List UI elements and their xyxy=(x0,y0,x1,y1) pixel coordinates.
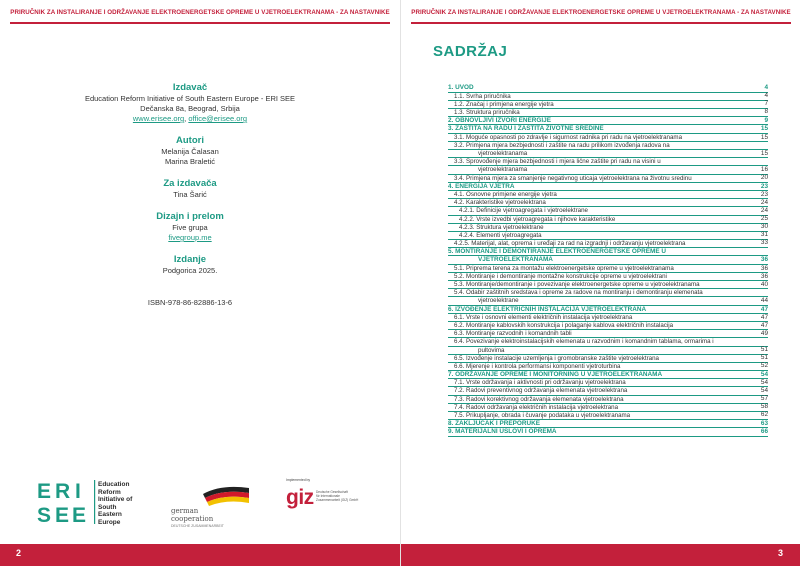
toc-entry-page: 57 xyxy=(760,395,768,403)
edition-heading: Izdanje xyxy=(173,254,207,265)
toc-entry[interactable] xyxy=(448,387,768,395)
toc-entry-title: 3. ZAŠTITA NA RADU I ZAŠTITA ŽIVOTNE SREDINE xyxy=(448,125,768,134)
toc-entry-page: 54 xyxy=(760,370,768,378)
toc-entry-page: 49 xyxy=(760,329,768,337)
design-name: Five grupa xyxy=(172,223,208,232)
giz-line: Zusammenarbeit (GIZ) GmbH xyxy=(316,498,359,502)
page-number: 2 xyxy=(16,548,22,558)
toc-entry-page: 24 xyxy=(760,198,768,206)
toc-entry-title: 2. OBNOVLJIVI IZVORI ENERGIJE xyxy=(448,117,768,126)
toc-entry[interactable] xyxy=(448,207,768,215)
footer-bar xyxy=(401,544,800,566)
gc-line: cooperation xyxy=(171,514,214,523)
toc-entry[interactable] xyxy=(448,363,768,371)
toc-entry-page: 40 xyxy=(760,280,768,288)
running-header: PRIRUČNIK ZA INSTALIRANJE I ODRŽAVANJE ELEKTROENERGETSKE OPREME U VJETROELEKTRANAMA - ZA NASTAVNIKE xyxy=(10,9,390,16)
toc-entry[interactable] xyxy=(448,109,768,117)
toc-entry-page: 4 xyxy=(764,84,768,91)
toc-entry-page: 66 xyxy=(760,428,768,436)
partner-logos xyxy=(36,478,366,528)
toc-chapter[interactable] xyxy=(448,428,768,437)
toc-entry-page: 15 xyxy=(760,133,768,141)
eri-letter: E xyxy=(37,480,52,503)
toc-entry-page: 9 xyxy=(764,116,768,124)
publisher-address: Dečanska 8a, Beograd, Srbija xyxy=(140,104,240,113)
toc-entry-title: 6.6. Mjerenje i kontrola performansi komponenti vjetroturbina xyxy=(448,363,768,371)
footer-bar xyxy=(0,544,400,566)
toc-entry-title: 5.4. Odabir zaštitnih sredstava i opreme za radove na montiranju i demontiranju elemenata xyxy=(448,289,768,297)
toc-entry-page: 7 xyxy=(764,100,768,108)
giz-logo: giz xyxy=(286,486,314,509)
toc-entry[interactable] xyxy=(448,347,768,355)
toc-entry-title: 4.1. Osnovne primjene energije vjetra xyxy=(448,191,768,199)
toc-chapter[interactable] xyxy=(448,306,768,315)
toc-entry-title: 4. ENERGIJA VJETRA xyxy=(448,183,768,192)
toc-entry-title: 7.4. Radovi održavanja električnih instalacija vjetroelektrana xyxy=(448,404,768,412)
colophon xyxy=(60,82,320,307)
toc-entry-title: 3.3. Sprovođenje mjera bezbjednosti i mjera lične zaštite pri radu na visini u xyxy=(448,158,768,166)
toc-entry-title: 6.5. Izvođenje instalacije uzemljenja i gromobranske zaštite vjetroelektrana xyxy=(448,355,768,363)
toc-entry[interactable] xyxy=(448,281,768,289)
toc-entry-page: 52 xyxy=(760,362,768,370)
toc-chapter[interactable] xyxy=(448,420,768,429)
toc-entry-page: 20 xyxy=(760,174,768,182)
toc-entry-page: 8 xyxy=(764,108,768,116)
toc-entry-title: 6.2. Montiranje kablovskih konstrukcija i polaganje kablova električnih instalacija xyxy=(448,322,768,330)
toc-entry[interactable] xyxy=(448,101,768,109)
toc-entry-title: 4.2. Karakteristike vjetroelektrana xyxy=(448,199,768,207)
toc-title: SADRŽAJ xyxy=(433,43,508,60)
giz-fullname xyxy=(316,490,371,502)
toc-entry-page: 23 xyxy=(760,190,768,198)
toc-entry-title: 6.1. Vrste i osnovni elementi električnih instalacija vjetroelektrana xyxy=(448,314,768,322)
publisher-contact-separator: , xyxy=(184,114,189,123)
toc-entry[interactable] xyxy=(448,134,768,142)
eri-wordmark-line: Europe xyxy=(98,518,121,526)
edition-block xyxy=(60,254,320,276)
toc-entry-page: 54 xyxy=(760,386,768,394)
toc-chapter[interactable] xyxy=(448,248,768,257)
see-letter: E xyxy=(55,504,70,526)
toc-entry-title: 3.2. Primjena mjera bezbjednosti i zaštite na radu prilikom izvođenja radova na xyxy=(448,142,768,150)
toc-entry-title: 5.2. Montiranje i demontiranje montažne konstrukcije opreme u vjetroelektrani xyxy=(448,273,768,281)
toc-entry-page: 47 xyxy=(760,321,768,329)
toc-entry-title: 4.2.1. Definicije vjetroagregata i vjetroelektrane xyxy=(448,207,768,215)
toc-entry[interactable] xyxy=(448,232,768,240)
toc-entry[interactable] xyxy=(448,216,768,224)
giz-line: für Internationale xyxy=(316,494,340,498)
toc-entry[interactable] xyxy=(448,297,768,305)
toc-entry-page: 47 xyxy=(760,313,768,321)
toc-entry-page: 15 xyxy=(760,149,768,157)
giz-implemented-by: Implemented by xyxy=(286,478,311,482)
german-cooperation-wordmark xyxy=(171,508,224,531)
page-footer xyxy=(401,544,800,566)
eri-letter: I xyxy=(75,480,81,503)
toc-entry-title: 3.1. Moguće opasnosti po zdravlje i sigurnost radnika pri radu na vjetroelektranama xyxy=(448,134,768,142)
eri-wordmark-line: South xyxy=(98,503,117,511)
publisher-contacts xyxy=(60,114,320,124)
toc-chapter[interactable] xyxy=(448,84,768,93)
toc-chapter[interactable] xyxy=(448,125,768,134)
toc-entry-page: 51 xyxy=(760,346,768,353)
toc-entry[interactable] xyxy=(448,240,768,248)
table-of-contents xyxy=(448,84,768,437)
giz-line: Deutsche Gesellschaft xyxy=(316,490,348,494)
toc-entry[interactable] xyxy=(448,224,768,232)
eri-wordmark-line: Reform xyxy=(98,488,121,496)
toc-entry-title: 1.1. Svrha priručnika xyxy=(448,93,768,101)
toc-entry-page: 36 xyxy=(760,272,768,280)
toc-entry-title: 5.1. Priprema terena za montažu elektroenergetske opreme u vjetroelektranama xyxy=(448,265,768,273)
publisher-block xyxy=(60,82,320,124)
right-page xyxy=(400,0,800,566)
toc-entry[interactable] xyxy=(448,150,768,158)
toc-entry-title: 1. UVOD xyxy=(448,84,768,93)
toc-entry-title: 9. MATERIJALNI USLOVI I OPREMA xyxy=(448,428,768,437)
page-number: 3 xyxy=(777,548,783,558)
toc-entry-title: 5.3. Montiranje/demontiranje i povezivanje elektroenergetske opreme u vjetroelektranama xyxy=(448,281,768,289)
toc-entry[interactable] xyxy=(448,396,768,404)
toc-entry-title: 5. MONTIRANJE I DEMONTIRANJE ELEKTROENERGETSKE OPREME U xyxy=(448,248,768,257)
toc-entry[interactable] xyxy=(448,314,768,322)
header-rule xyxy=(411,22,791,24)
toc-entry-title: 1.3. Struktura priručnika xyxy=(448,109,768,117)
see-letter: E xyxy=(72,504,87,526)
author-name: Marina Braletić xyxy=(164,157,216,166)
toc-entry-title: pultovima xyxy=(448,347,768,355)
eri-letter: R xyxy=(55,480,71,503)
toc-entry[interactable] xyxy=(448,338,768,346)
toc-entry-title: 6.3. Montiranje razvodnih i komandnih tabli xyxy=(448,330,768,338)
toc-entry[interactable] xyxy=(448,166,768,174)
publisher-heading: Izdavač xyxy=(172,82,208,93)
toc-entry[interactable] xyxy=(448,273,768,281)
toc-entry-page: 51 xyxy=(760,354,768,362)
design-block xyxy=(60,211,320,243)
toc-entry[interactable] xyxy=(448,158,768,166)
toc-entry-title: vjetroelektranama xyxy=(448,166,768,174)
toc-entry[interactable] xyxy=(448,412,768,420)
toc-entry-title: vjetroelektrane xyxy=(448,297,768,305)
eri-see-logo xyxy=(36,478,98,526)
toc-entry-title: 4.2.4. Elementi vjetroagregata xyxy=(448,232,768,240)
toc-entry-title: 7. ODRŽAVANJE OPREME I MONITORNING U VJETROELEKTRANAMA xyxy=(448,371,768,380)
toc-entry-title: 8. ZAKLJUČAK I PREPORUKE xyxy=(448,420,768,429)
toc-entry[interactable] xyxy=(448,199,768,207)
toc-entry[interactable] xyxy=(448,289,768,297)
toc-entry[interactable] xyxy=(448,191,768,199)
toc-entry-title: 6. IZVOĐENJE ELEKTRIČNIH INSTALACIJA VJETROELEKTRANA xyxy=(448,306,768,315)
design-web-link[interactable]: fivegroup.me xyxy=(168,233,212,242)
publisher-name: Education Reform Initiative of South Eastern Europe - ERI SEE xyxy=(84,94,296,103)
toc-chapter[interactable] xyxy=(448,183,768,192)
toc-entry-page: 54 xyxy=(760,378,768,386)
toc-entry[interactable] xyxy=(448,265,768,273)
publisher-web-link[interactable]: www.erisee.org xyxy=(132,114,185,123)
toc-entry-page: 44 xyxy=(760,296,768,304)
edition-place: Podgorica 2025. xyxy=(162,266,218,275)
toc-entry[interactable] xyxy=(448,142,768,150)
toc-entry[interactable] xyxy=(448,355,768,363)
toc-entry-page: 23 xyxy=(760,182,768,190)
eri-wordmark-line: Eastern xyxy=(98,511,122,519)
toc-entry-title: 6.4. Povezivanje elektroinstalacijskih elemenata u razvodnim i komandnim tablama, ormarima i xyxy=(448,338,768,346)
toc-entry-page: 36 xyxy=(760,264,768,272)
toc-entry-title: vjetroelektranama xyxy=(448,150,768,158)
toc-entry-page: 24 xyxy=(760,206,768,214)
toc-entry-page: 47 xyxy=(760,305,768,313)
for-publisher-heading: Za izdavača xyxy=(163,178,217,189)
toc-entry[interactable] xyxy=(448,404,768,412)
see-letter: S xyxy=(37,504,52,526)
toc-entry-title: 7.5. Prikupljanje, obrada i čuvanje podataka u vjetroelektranama xyxy=(448,412,768,420)
running-header: PRIRUČNIK ZA INSTALIRANJE I ODRŽAVANJE ELEKTROENERGETSKE OPREME U VJETROELEKTRANAMA - ZA NASTAVNIKE xyxy=(411,9,791,16)
author-name: Melanija Čalasan xyxy=(161,147,219,156)
toc-entry-title: 4.2.5. Materijal, alat, oprema i uređaji za rad na izgradnji i održavanju vjetroelektrana xyxy=(448,240,768,248)
isbn: ISBN-978-86-82886-13-6 xyxy=(147,298,233,307)
publisher-email-link[interactable]: office@erisee.org xyxy=(188,114,248,123)
eri-wordmark-line: Education xyxy=(98,481,130,488)
toc-entry-title: 4.2.3. Struktura vjetroelektrane xyxy=(448,224,768,232)
toc-entry-page: 33 xyxy=(760,239,768,247)
page-footer xyxy=(0,544,400,566)
toc-entry[interactable] xyxy=(448,322,768,330)
eri-see-wordmark xyxy=(98,481,132,527)
eri-wordmark-line: Initiative of xyxy=(98,496,133,504)
toc-entry-page: 36 xyxy=(760,256,768,264)
toc-entry[interactable] xyxy=(448,175,768,183)
toc-entry-page: 16 xyxy=(760,165,768,173)
toc-entry-page: 58 xyxy=(760,403,768,411)
toc-entry-title: 7.3. Radovi korektivnog održavanja elemenata vjetroelektrana xyxy=(448,396,768,404)
toc-entry-page: 25 xyxy=(760,215,768,222)
toc-chapter[interactable] xyxy=(448,256,768,265)
authors-heading: Autori xyxy=(176,135,204,146)
authors-block xyxy=(60,135,320,167)
toc-chapter[interactable] xyxy=(448,371,768,380)
gc-subline: DEUTSCHE ZUSAMMENARBEIT xyxy=(171,524,224,528)
toc-entry[interactable] xyxy=(448,93,768,101)
toc-entry-page: 15 xyxy=(760,125,768,133)
toc-entry-title: VJETROELEKTRANAMA xyxy=(448,256,768,265)
toc-entry-page: 63 xyxy=(760,419,768,427)
toc-entry[interactable] xyxy=(448,379,768,387)
toc-entry-title: 3.4. Primjena mjera za smanjenje negativnog uticaja vjetroelektrana na životnu sredinu xyxy=(448,175,768,183)
toc-entry-title: 7.2. Radovi preventivnog održavanja elemenata vjetroelektrana xyxy=(448,387,768,395)
toc-entry-page: 31 xyxy=(760,231,768,239)
toc-entry-title: 1.2. Značaj i primjena energije vjetra xyxy=(448,101,768,109)
for-publisher-name: Tina Šarić xyxy=(173,190,207,199)
toc-entry[interactable] xyxy=(448,330,768,338)
for-publisher-block xyxy=(60,178,320,200)
toc-entry-page: 62 xyxy=(760,411,768,419)
gc-line: german xyxy=(171,507,199,515)
header-rule xyxy=(10,22,390,24)
design-heading: Dizajn i prelom xyxy=(156,211,224,222)
toc-entry-title: 4.2.2. Vrste izvedbi vjetroagregata i njihove karakteristike xyxy=(448,216,768,224)
toc-entry-page: 30 xyxy=(760,223,768,231)
toc-entry-page: 4 xyxy=(764,92,768,100)
toc-entry-title: 7.1. Vrste održavanja i aktivnosti pri održavanju vjetroelektrana xyxy=(448,379,768,387)
